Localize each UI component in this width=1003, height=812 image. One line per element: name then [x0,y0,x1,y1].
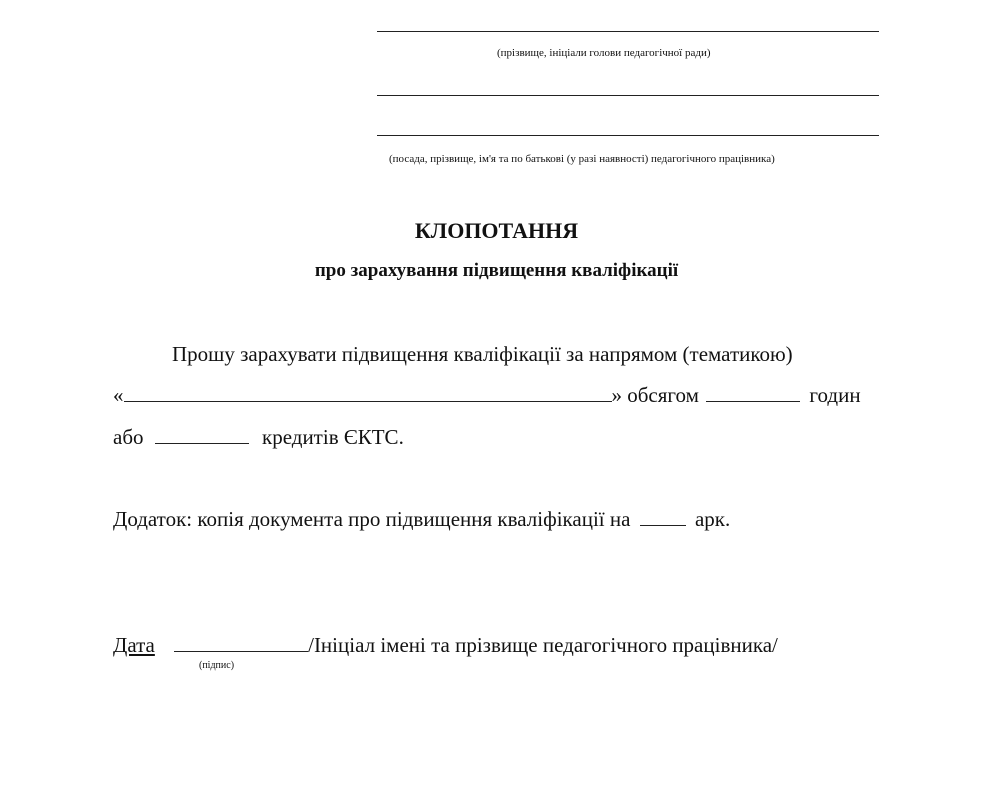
date-label: Дата [113,633,155,657]
close-quote-volume: » обсягом [611,383,699,407]
signature-line [113,632,778,658]
employee-line-1 [377,95,879,96]
attachment-text: Додаток: копія документа про підвищення кваліфікації на [113,507,631,531]
document-subtitle: про зарахування підвищення кваліфікації [314,260,679,281]
signature-blank[interactable] [174,633,308,652]
employee-caption: (посада, прізвище, ім'я та по батькові (у разі наявності) педагогічного працівника) [389,153,775,165]
open-quote: « [113,383,124,407]
employee-name-text: /Ініціал імені та прізвище педагогічного працівника/ [308,633,778,657]
request-line-1: Прошу зарахувати підвищення кваліфікації за напрямом (тематикою) [172,342,793,366]
request-line-3 [113,424,404,450]
attachment-line [113,506,730,532]
employee-line-2 [377,135,879,136]
pages-blank[interactable] [640,507,686,526]
or-label: або [113,425,144,449]
credits-blank[interactable] [155,425,249,444]
pages-label: арк. [694,507,731,531]
hours-label: годин [809,383,861,407]
topic-blank[interactable] [124,383,612,402]
request-line-2 [113,382,861,408]
head-name-line [377,31,879,32]
document-title: КЛОПОТАННЯ [414,218,579,243]
credits-label: кредитів ЄКТС. [262,425,404,449]
hours-blank[interactable] [706,383,800,402]
head-name-caption: (прізвище, ініціали голови педагогічної ради) [497,47,711,59]
signature-caption: (підпис) [199,660,235,671]
